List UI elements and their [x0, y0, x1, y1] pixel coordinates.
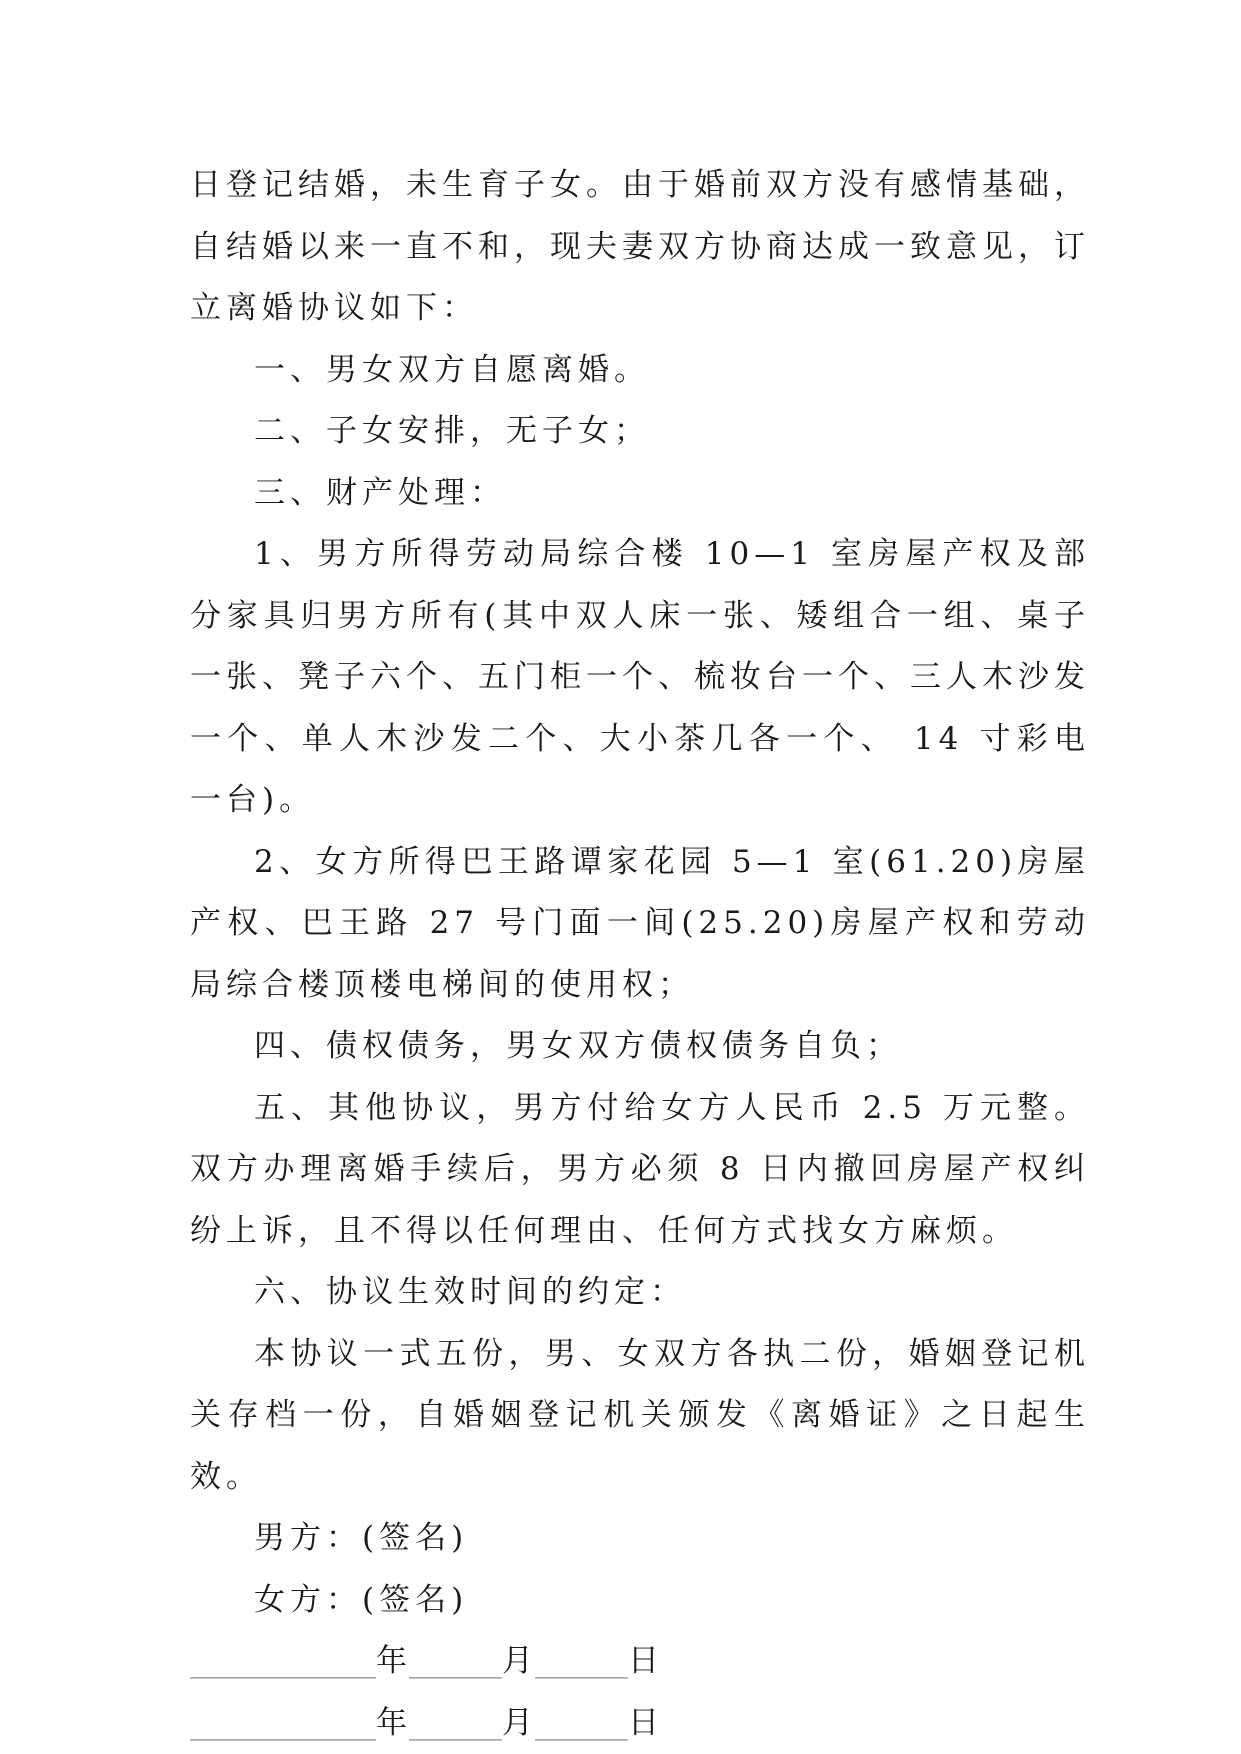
clause-one: 一、男女双方自愿离婚。	[254, 351, 650, 388]
clause-three-heading: 三、财产处理：	[254, 474, 506, 511]
clause-five: 五、其他协议，男方付给女方人民币 2.5 万元整。双方办理离婚手续后，男方必须 8 日内撤回房屋产权纠纷上诉，且不得以任何理由、任何方式找女方麻烦。	[190, 1089, 1090, 1249]
month-label: 月	[502, 1643, 535, 1679]
effective-terms: 本协议一式五份，男、女双方各执二份，婚姻登记机关存档一份，自婚姻登记机关颁发《离婚证》之日起生效。	[190, 1335, 1090, 1495]
property-item-two: 2、女方所得巴王路谭家花园 5—1 室(61.20)房屋产权、巴王路 27 号门面一间(25.20)房屋产权和劳动局综合楼顶楼电梯间的使用权；	[190, 843, 1090, 1003]
year-blank: ____________	[190, 1643, 376, 1679]
agreement-body	[190, 155, 1090, 1754]
clause-four: 四、债权债务，男女双方债权债务自负；	[254, 1028, 902, 1064]
property-item-one: 1、男方所得劳动局综合楼 10—1 室房屋产权及部分家具归男方所有(其中双人床一张、矮组合一组、桌子一张、凳子六个、五门柜一个、梳妆台一个、三人木沙发一个、单人木沙发二个、大小茶几各一个、 14 寸彩电一台)。	[190, 536, 1090, 818]
month-blank: ______	[409, 1643, 502, 1679]
year-blank: ____________	[190, 1704, 376, 1741]
day-blank: ______	[535, 1643, 628, 1679]
month-label: 月	[502, 1704, 535, 1741]
date-line	[190, 1631, 1090, 1693]
month-blank: ______	[409, 1704, 502, 1741]
intro-paragraph: 日登记结婚，未生育子女。由于婚前双方没有感情基础，自结婚以来一直不和，现夫妻双方协商达成一致意见，订立离婚协议如下：	[190, 167, 1090, 326]
date-line	[190, 1693, 1090, 1754]
year-label: 年	[376, 1643, 409, 1679]
clause-two: 二、子女安排，无子女；	[254, 413, 650, 449]
male-signature-line: 男方：(签名)	[254, 1520, 469, 1556]
day-label: 日	[628, 1643, 661, 1679]
female-signature-line: 女方：(签名)	[254, 1581, 469, 1618]
clause-six-heading: 六、协议生效时间的约定：	[254, 1274, 686, 1310]
year-label: 年	[376, 1704, 409, 1741]
day-label: 日	[628, 1704, 661, 1741]
day-blank: ______	[535, 1704, 628, 1741]
